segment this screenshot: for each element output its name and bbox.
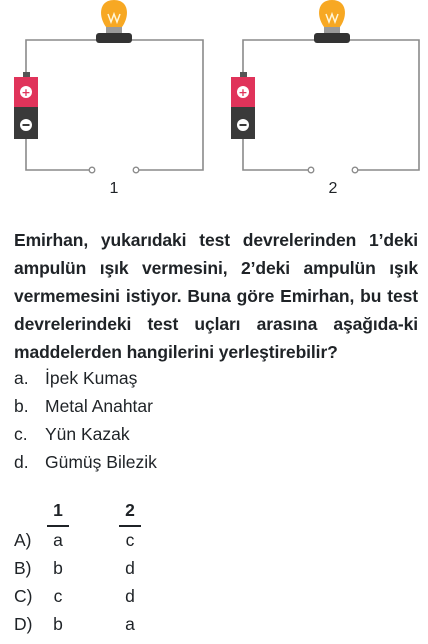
- circuit-1: [14, 0, 203, 197]
- circuit-2-test-terminal-left: [308, 167, 314, 173]
- circuit-1-test-terminal-right: [133, 167, 139, 173]
- column-header-1: [47, 500, 69, 527]
- option-text: Gümüş Bilezik: [45, 452, 157, 472]
- option-b: [14, 392, 157, 420]
- option-text: İpek Kumaş: [45, 368, 138, 388]
- battery-icon: [14, 72, 38, 139]
- option-letter: d.: [14, 452, 29, 472]
- circuit-1-label: 1: [109, 180, 119, 197]
- battery-plus-sign: +: [21, 86, 31, 99]
- battery-minus-sign: [240, 124, 247, 126]
- choice-col-1: b: [53, 614, 63, 634]
- choice-key: D): [14, 614, 33, 634]
- options-list: [14, 364, 157, 476]
- bulb-icon: [96, 0, 132, 43]
- circuit-2-test-terminal-right: [352, 167, 358, 173]
- choice-col-2: a: [125, 614, 135, 634]
- option-c: [14, 420, 157, 448]
- choice-col-1: c: [53, 586, 63, 606]
- column-header-2: [119, 500, 141, 527]
- battery-icon: [231, 72, 255, 139]
- bulb-icon: [314, 0, 350, 43]
- option-text: Metal Anahtar: [45, 396, 153, 416]
- option-letter: a.: [14, 368, 29, 388]
- circuit-1-test-terminal-left: [89, 167, 95, 173]
- circuit-2-wire: [243, 40, 419, 170]
- battery-minus-sign: [23, 124, 30, 126]
- circuit-2: [231, 0, 419, 197]
- choice-col-2: d: [125, 586, 135, 606]
- option-text: Yün Kazak: [45, 424, 130, 444]
- choice-key: C): [14, 586, 33, 606]
- choice-col-2: d: [125, 558, 135, 578]
- column-header-label: 2: [125, 500, 135, 520]
- question-text: Emirhan, yukarıdaki test devrelerinden 1’deki ampulün ışık vermesini, 2’deki ampulün ışık vermemesini istiyor. Buna göre Emirhan, bu test devrelerindeki test uçları arasına aşağıda-ki maddelerden hangilerini yerleştirebilir?: [14, 230, 418, 362]
- battery-plus-sign: +: [238, 86, 248, 99]
- circuit-diagram: [0, 0, 428, 205]
- option-a: [14, 364, 157, 392]
- option-d: [14, 448, 157, 476]
- circuit-2-label: 2: [328, 180, 338, 197]
- circuit-1-wire: [26, 40, 203, 170]
- choice-key: A): [14, 530, 32, 550]
- option-letter: b.: [14, 396, 29, 416]
- column-header-label: 1: [53, 500, 63, 520]
- choice-key: B): [14, 558, 32, 578]
- choice-col-1: b: [53, 558, 63, 578]
- choice-col-1: a: [53, 530, 63, 550]
- choice-col-2: c: [125, 530, 135, 550]
- option-letter: c.: [14, 424, 28, 444]
